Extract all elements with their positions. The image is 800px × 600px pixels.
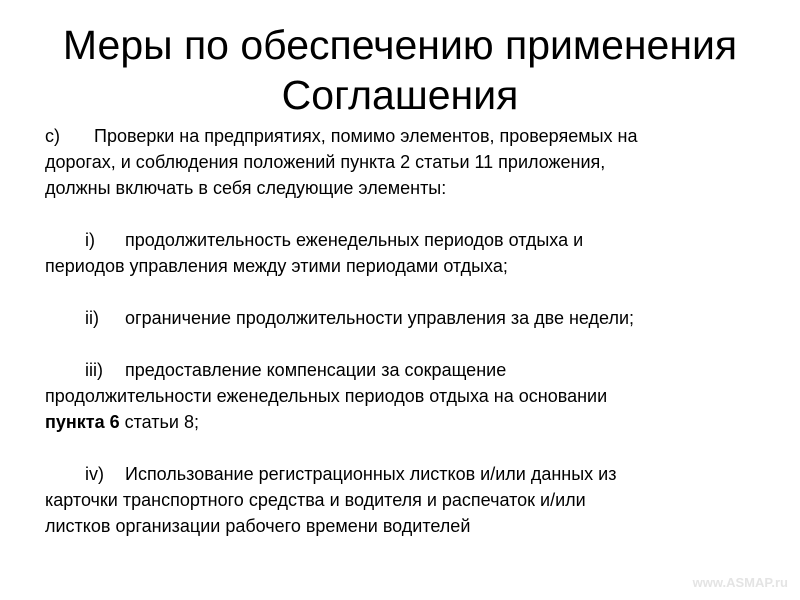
watermark: www.ASMAP.ru [692, 575, 788, 590]
paragraph-gap [45, 331, 770, 357]
list-item-iii [45, 357, 770, 435]
paragraph-gap [45, 201, 770, 227]
list-item-ii-label: ii) [85, 308, 99, 328]
list-item-i [45, 227, 770, 279]
list-item-iv-line-2: карточки транспортного средства и водителя и распечаток и/или [45, 490, 586, 510]
paragraph-c-line-1: Проверки на предприятиях, помимо элементов, проверяемых на [94, 126, 638, 146]
list-item-iv-line-1: Использование регистрационных листков и/или данных из [125, 464, 617, 484]
paragraph-c-label: c) [45, 126, 60, 146]
list-item-i-line-2: периодов управления между этими периодами отдыха; [45, 256, 508, 276]
list-item-ii [45, 305, 770, 331]
list-item-iv-label: iv) [85, 464, 104, 484]
slide-title-line-2: Соглашения [281, 72, 519, 118]
paragraph-c-line-3: должны включать в себя следующие элементы: [45, 178, 447, 198]
paragraph-gap [45, 279, 770, 305]
list-item-iii-label: iii) [85, 360, 103, 380]
list-item-iv [45, 461, 770, 539]
list-item-i-line-1: продолжительность еженедельных периодов отдыха и [125, 230, 584, 250]
list-item-iii-line-1: предоставление компенсации за сокращение [125, 360, 507, 380]
slide-body [45, 123, 770, 539]
list-item-iv-line-3: листков организации рабочего времени водителей [45, 516, 471, 536]
slide-title [0, 20, 800, 120]
list-item-iii-bold-reference: пункта 6 [45, 412, 120, 432]
list-item-ii-line-1: ограничение продолжительности управления за две недели; [125, 308, 635, 328]
paragraph-c-line-2: дорогах, и соблюдения положений пункта 2 статьи 11 приложения, [45, 152, 606, 172]
paragraph-c [45, 123, 770, 201]
paragraph-gap [45, 435, 770, 461]
list-item-iii-line-2: продолжительности еженедельных периодов отдыха на основании [45, 386, 608, 406]
list-item-i-label: i) [85, 230, 95, 250]
slide-title-line-1: Меры по обеспечению применения [62, 22, 738, 68]
list-item-iii-line-3: статьи 8; [119, 412, 199, 432]
